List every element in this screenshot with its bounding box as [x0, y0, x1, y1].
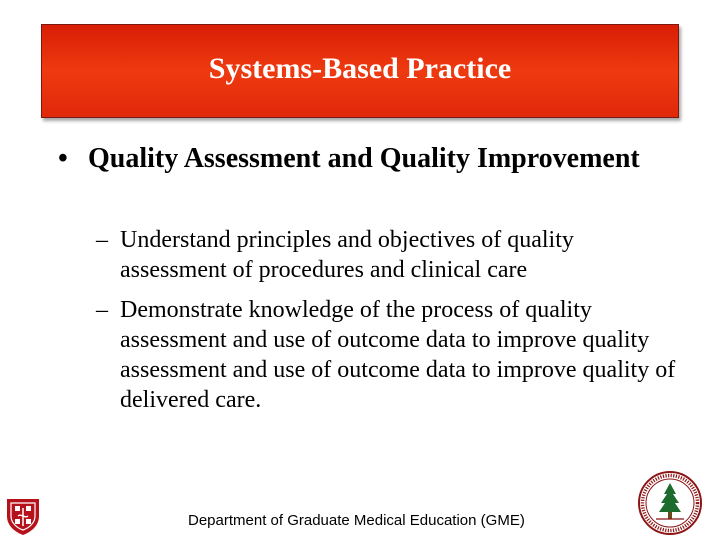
hospital-shield-logo-icon — [4, 496, 42, 541]
sub-bullet-1 — [96, 225, 686, 285]
main-bullet — [58, 142, 678, 176]
title-banner — [41, 24, 679, 118]
footer-text: Department of Graduate Medical Education (GME) — [188, 512, 525, 529]
sub-bullet-marker: – — [96, 297, 108, 323]
university-seal-logo-icon — [634, 470, 706, 541]
sub-bullet-marker: – — [96, 227, 108, 253]
main-bullet-text: Quality Assessment and Quality Improvement — [88, 143, 640, 174]
sub-bullet-text: Demonstrate knowledge of the process of quality assessment and use of outcome data to improve quality assessment and use of outcome data to improve quality of delivered care. — [120, 297, 676, 413]
sub-bullet-2 — [96, 295, 686, 415]
sub-bullet-text: Understand principles and objectives of quality assessment of procedures and clinical care — [120, 227, 574, 283]
slide-title: Systems-Based Practice — [208, 52, 512, 85]
bullet-marker: • — [58, 143, 68, 174]
